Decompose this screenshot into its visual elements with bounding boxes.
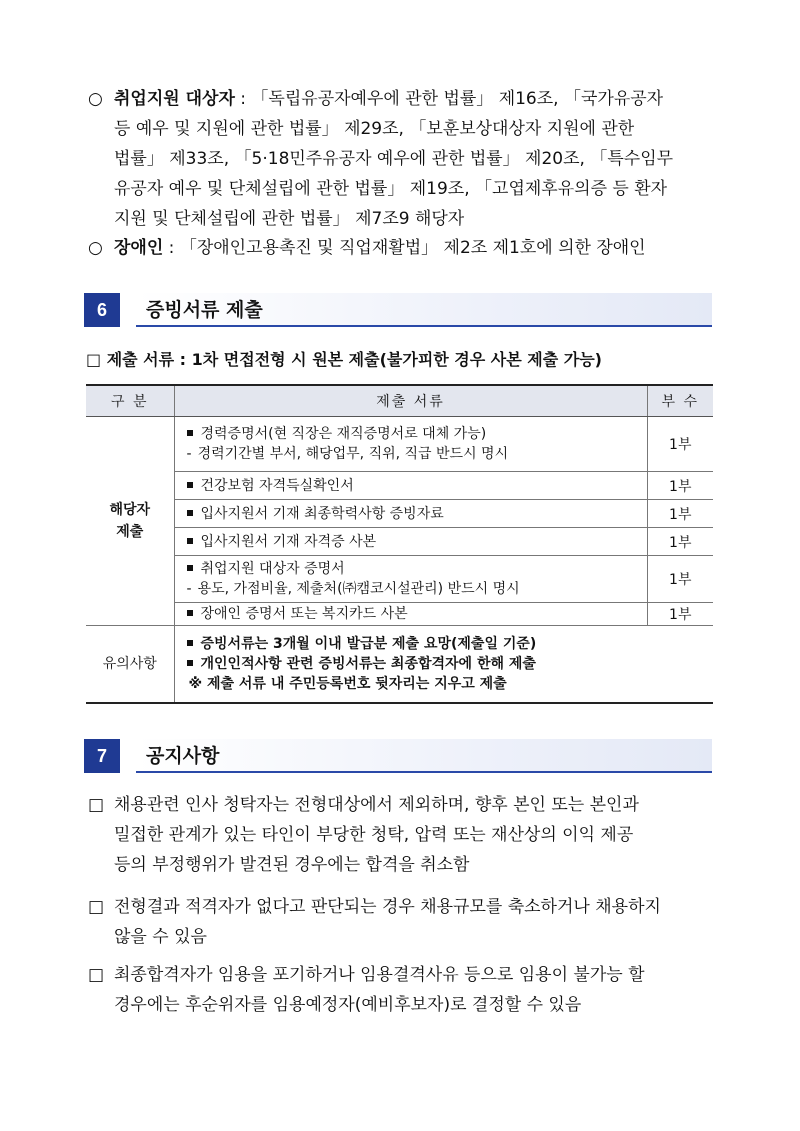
document-item: 취업지원 대상자 증명서: [200, 561, 345, 577]
notice-item: [88, 960, 718, 1020]
notice-item: [88, 892, 718, 952]
paragraph-line: 「장애인고용촉진 및 직업재활법」 제2조 제1호에 의한 장애인: [179, 238, 646, 258]
document-cell: 취업지원 대상자 증명서 - 용도, 가점비율, 제출처(㈜캠코시설관리) 반드시 명시: [174, 556, 647, 603]
square-bullet-icon: [187, 660, 193, 666]
square-bullet-icon: □: [88, 795, 105, 815]
document-cell: 경력증명서(현 직장은 재직증명서로 대체 가능) - 경력기간별 부서, 해당업무, 직위, 직급 반드시 명시: [174, 417, 647, 472]
paragraph-line: 최종합격자가 임용을 포기하거나 임용결격사유 등으로 임용이 불가능 할: [114, 965, 645, 985]
section-number: 7: [84, 739, 120, 773]
table-row: [86, 417, 713, 472]
table-row: [86, 603, 713, 626]
table-row: [86, 500, 713, 528]
category-cell: 유의사항: [86, 626, 174, 704]
paragraph-line: 않을 수 있음: [114, 927, 207, 947]
document-subitem: 경력기간별 부서, 해당업무, 직위, 직급 반드시 명시: [197, 446, 509, 462]
label-separator: :: [234, 89, 252, 109]
section-number: 6: [84, 293, 120, 327]
document-item: 입사지원서 기재 자격증 사본: [200, 533, 377, 550]
square-bullet-icon: [187, 565, 193, 571]
notice-item: [88, 790, 718, 880]
table-row: [86, 472, 713, 500]
count-cell: 1부: [647, 528, 713, 556]
count-cell: 1부: [647, 472, 713, 500]
paragraph-line: 등 예우 및 지원에 관한 법률」 제29조, 「보훈보상대상자 지원에 관한: [114, 119, 635, 139]
document-cell: [174, 528, 647, 556]
table-row: [86, 528, 713, 556]
section-title: 공지사항: [136, 739, 712, 773]
document-cell: [174, 603, 647, 626]
note-item: 증빙서류는 3개월 이내 발급분 제출 요망(제출일 기준): [200, 636, 537, 652]
square-bullet-icon: [187, 482, 193, 488]
paragraph-line: 채용관련 인사 청탁자는 전형대상에서 제외하며, 향후 본인 또는 본인과: [114, 795, 639, 815]
documents-table: [86, 384, 713, 704]
paragraph-line: 「독립유공자예우에 관한 법률」 제16조, 「국가유공자: [251, 89, 664, 109]
document-item: 경력증명서(현 직장은 재직증명서로 대체 가능): [200, 426, 487, 442]
square-bullet-icon: [187, 510, 193, 516]
paragraph-line: 밀접한 관계가 있는 타인이 부당한 청탁, 압력 또는 재산상의 이익 제공: [114, 825, 634, 845]
employment-support-eligibility: [88, 84, 718, 234]
paragraph-line: 등의 부정행위가 발견된 경우에는 합격을 취소함: [114, 855, 470, 875]
square-bullet-icon: □: [88, 965, 105, 985]
disabled-eligibility: [88, 233, 718, 263]
square-bullet-icon: [187, 538, 193, 544]
circle-bullet-icon: ○: [88, 89, 103, 109]
table-row-notes: [86, 626, 713, 704]
section-title: 증빙서류 제출: [136, 293, 712, 327]
document-subitem: 용도, 가점비율, 제출처(㈜캠코시설관리) 반드시 명시: [197, 581, 520, 597]
table-row: [86, 556, 713, 603]
column-header: 구 분: [86, 385, 174, 417]
category-label: 해당자: [109, 502, 151, 518]
square-bullet-icon: □: [88, 897, 105, 917]
count-cell: 1부: [647, 556, 713, 603]
disabled-label: 장애인: [114, 238, 164, 258]
note-item: 개인인적사항 관련 증빙서류는 최종합격자에 한해 제출: [200, 656, 536, 672]
category-cell: [86, 417, 174, 626]
column-header: 부 수: [647, 385, 713, 417]
column-header: 제출 서류: [174, 385, 647, 417]
paragraph-line: 경우에는 후순위자를 임용예정자(예비후보자)로 결정할 수 있음: [114, 995, 582, 1015]
note-remark: ※ 제출 서류 내 주민등록번호 뒷자리는 지우고 제출: [188, 676, 507, 692]
count-cell: 1부: [647, 603, 713, 626]
square-bullet-icon: [187, 640, 193, 646]
table-header-row: [86, 385, 713, 417]
paragraph-line: 지원 및 단체설립에 관한 법률」 제7조9 해당자: [114, 209, 465, 229]
paragraph-line: 전형결과 적격자가 없다고 판단되는 경우 채용규모를 축소하거나 채용하지: [114, 897, 661, 917]
document-cell: [174, 500, 647, 528]
document-item: 건강보험 자격득실확인서: [200, 477, 354, 494]
count-cell: 1부: [647, 500, 713, 528]
square-bullet-icon: [187, 610, 193, 616]
document-cell: [174, 472, 647, 500]
category-label: 제출: [116, 524, 144, 540]
paragraph-line: 유공자 예우 및 단체설립에 관한 법률」 제19조, 「고엽제후유의증 등 환자: [114, 179, 668, 199]
document-item: 장애인 증명서 또는 복지카드 사본: [200, 606, 408, 622]
notes-cell: [174, 626, 713, 704]
circle-bullet-icon: ○: [88, 238, 103, 258]
label-separator: :: [163, 238, 180, 258]
document-item: 입사지원서 기재 최종학력사항 증빙자료: [200, 505, 444, 522]
paragraph-line: 법률」 제33조, 「5·18민주유공자 예우에 관한 법률」 제20조, 「특수임무: [114, 149, 674, 169]
square-bullet-icon: [187, 430, 193, 436]
count-cell: 1부: [647, 417, 713, 472]
documents-caption: □ 제출 서류 : 1차 면접전형 시 원본 제출(불가피한 경우 사본 제출 가능): [86, 350, 602, 369]
employment-support-label: 취업지원 대상자: [114, 89, 235, 109]
